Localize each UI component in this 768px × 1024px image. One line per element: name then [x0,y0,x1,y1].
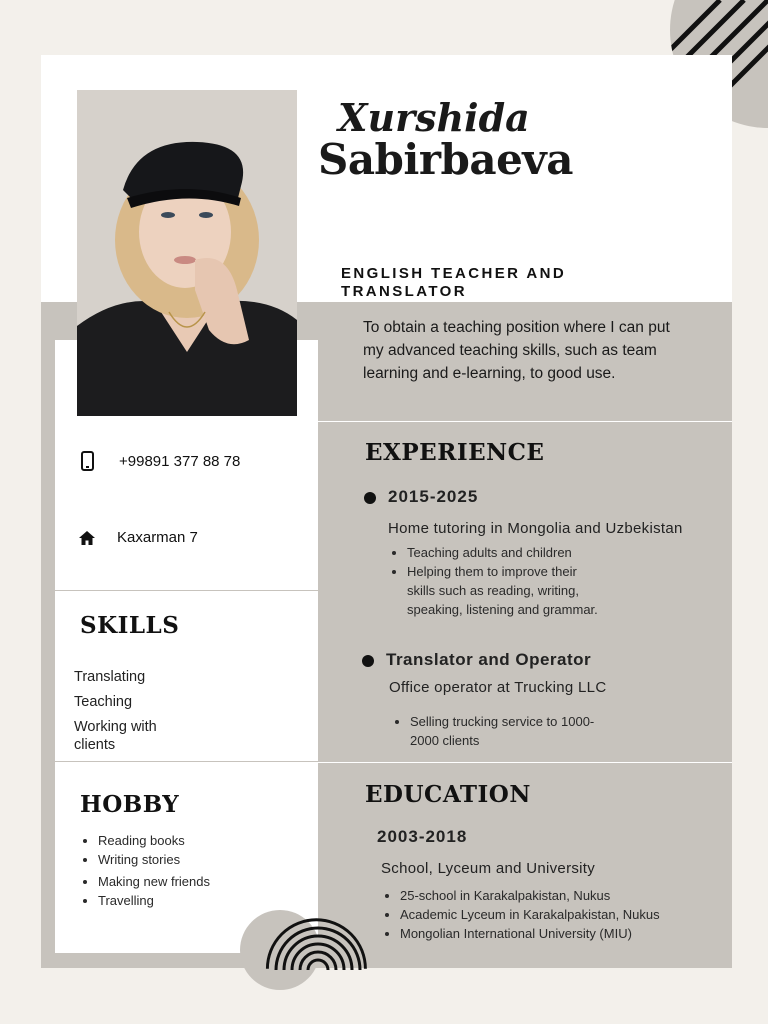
hobby-item: • Travelling [98,891,210,910]
objective-text: To obtain a teaching position where I can put my advanced teaching skills, such as team learning and e-learning, to good use. [363,319,670,382]
divider [55,590,318,591]
divider [55,761,318,762]
arch-circle-decoration [238,908,368,992]
address-text: Kaxarman 7 [117,529,198,546]
hobby-item: • Writing stories [98,850,210,869]
hobby-list [80,831,210,910]
divider [318,762,732,763]
skill-item: Translating [74,669,146,685]
skills-heading: SKILLS [80,612,180,639]
education-bullet: • Academic Lyceum in Karakalpakistan, Nukus [400,905,670,924]
last-name: Sabirbaeva [318,135,573,184]
education-heading: EDUCATION [365,781,531,808]
phone-number: +99891 377 88 78 [119,453,241,470]
phone-icon [80,451,96,471]
experience-bullets [392,712,600,750]
experience-subtitle: Home tutoring in Mongolia and Uzbekistan [388,520,683,537]
timeline-dot [364,492,376,504]
profile-photo [77,90,297,416]
first-name: Xurshida [338,95,530,140]
experience-bullet: • Selling trucking service to 1000-2000 clients [410,712,600,750]
experience-bullet: • Teaching adults and children [407,543,647,562]
experience-bullet: • Helping them to improve their skills such as reading, writing, speaking, listening and grammar. [407,562,607,619]
experience-subtitle: Office operator at Trucking LLC [389,679,607,696]
experience-title: 2015-2025 [388,487,479,506]
experience-title: Translator and Operator [386,650,592,669]
hobby-heading: HOBBY [80,791,180,818]
education-subtitle: School, Lyceum and University [381,860,596,877]
education-bullets [382,886,700,943]
education-years: 2003-2018 [377,827,468,846]
education-bullet: • Mongolian International University (MIU) [400,924,700,943]
job-title: ENGLISH TEACHER AND TRANSLATOR [341,265,567,300]
skill-item: Working with clients [74,719,157,753]
experience-bullets [389,543,647,619]
hobby-item: • Reading books [98,831,210,850]
divider [318,421,732,422]
experience-heading: EXPERIENCE [365,439,545,466]
hobby-item: • Making new friends [98,872,210,891]
timeline-dot [362,655,374,667]
education-bullet: • 25-school in Karakalpakistan, Nukus [400,886,700,905]
home-icon [78,530,96,546]
skill-item: Teaching [74,694,133,710]
